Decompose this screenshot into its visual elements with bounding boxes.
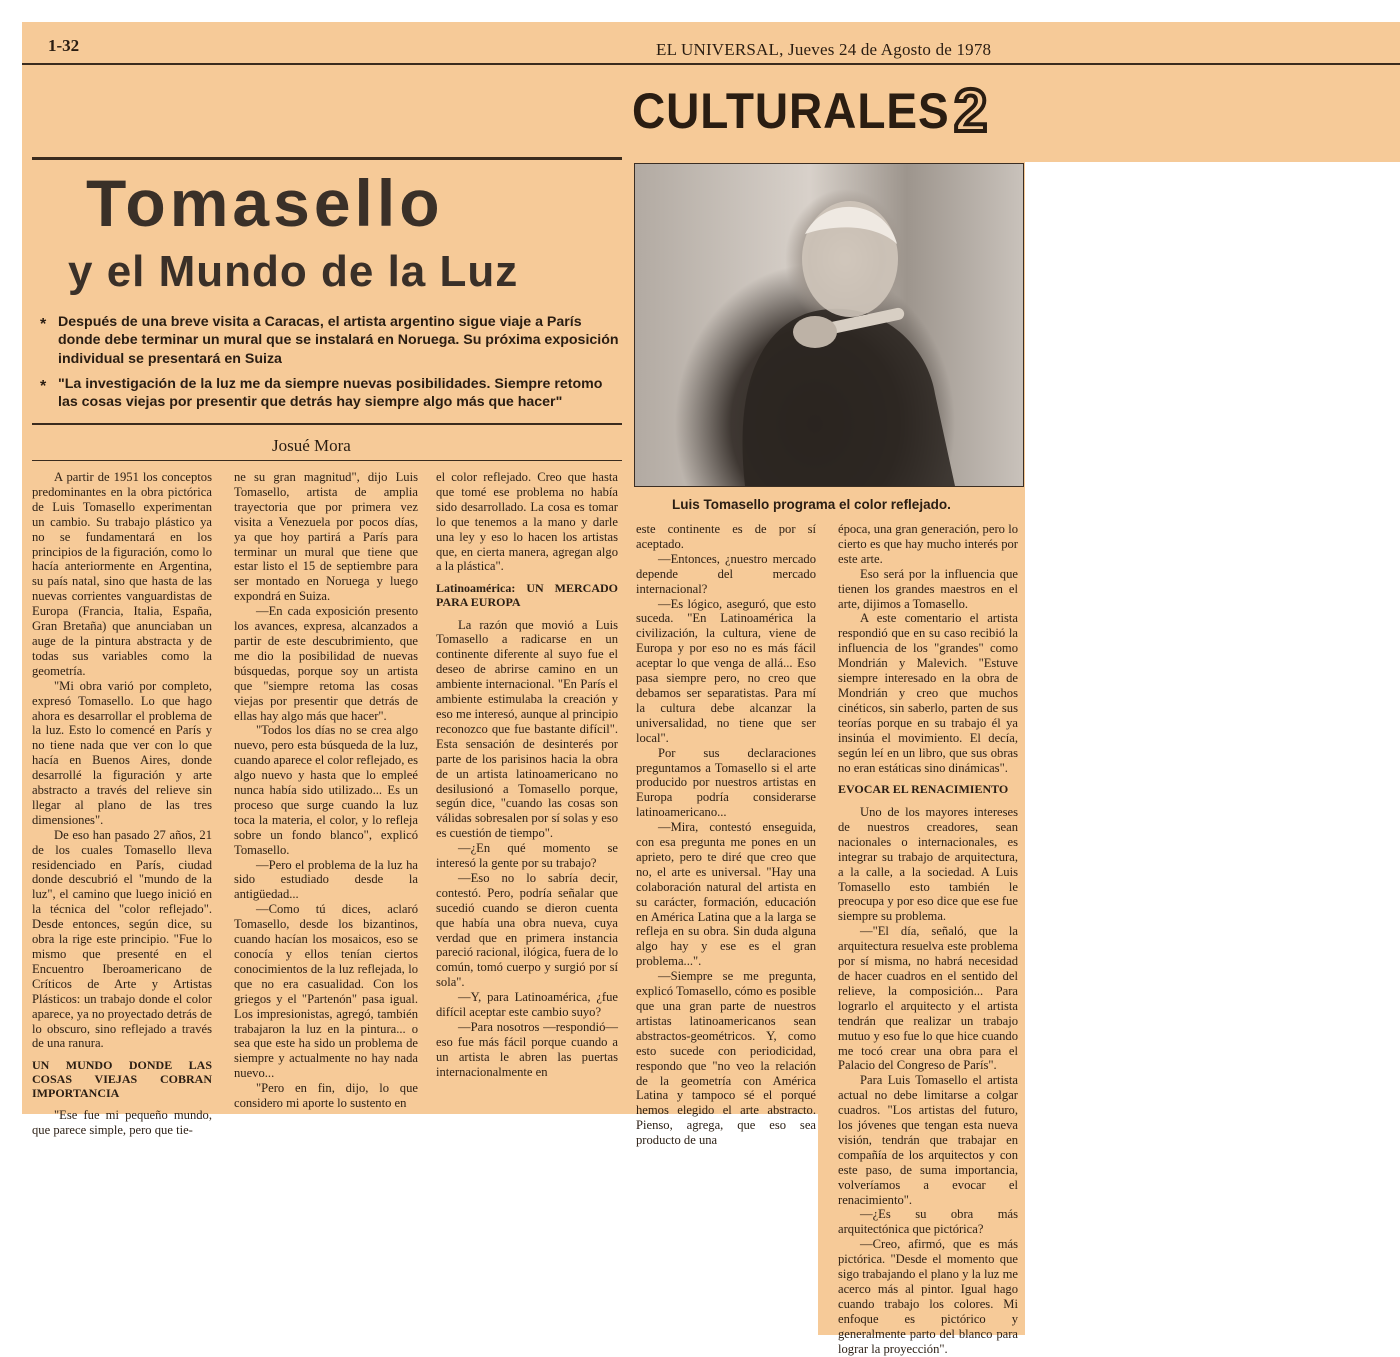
paragraph: —En cada exposición presento los avances, expresa, alcanzados a partir de este descubrimiento, que me dio la posibilidad de nuevas búsquedas, porque soy un artista que "siempre retoma las cosas viejas por presentir que detrás de ellas hay algo más que hacer". [234,604,418,723]
subheading: Latinoamérica: UN MERCADO PARA EUROPA [436,581,618,609]
paragraph: De eso han pasado 27 años, 21 de los cuales Tomasello lleva residenciado en París, ciudad donde descubrió el "mundo de la luz", el camino que luego inició en la técnica del "color reflejado". Desde entonces, según dice, su obra la rige este principio. "Fue lo mismo que presenté en el Encuentro Iberoamericano de Críticos de Arte y Artistas Plásticos: un trabajo donde el color aparece, ya no proyectado detrás de lo obscuro, sino reflejado a través de una ranura. [32,827,212,1051]
paragraph: el color reflejado. Creo que hasta que tomé ese problema no había sido desarrollado. La cosa es tomar lo que tenemos a la mano y darle una ley y eso lo hacen los artistas que, en cierta manera, agregan algo a la plástica". [436,470,618,574]
summary-bullet-2: "La investigación de la luz me da siempre nuevas posibilidades. Siempre retomo las cosas viejas por presentir que detrás hay siempre algo más que hacer" [58,376,603,411]
artist-photo [634,163,1024,487]
page-number: 1-32 [48,36,80,55]
subheading: UN MUNDO DONDE LAS COSAS VIEJAS COBRAN IMPORTANCIA [32,1058,212,1100]
paragraph: —Mira, contestó enseguida, con esa pregunta me pones en un aprieto, pero te diré que creo que no, el arte es universal. "Hay una colaboración natural del artista en su carácter, formación, educación en América Latina que a la larga se refleja en su obra. Sin duda alguna algo hay y ese es el gran problema...". [636,820,816,969]
paragraph: ne su gran magnitud", dijo Luis Tomasello, artista de amplia trayectoria que por primera vez visita a Venezuela por pocos días, ya que hoy partirá a París para terminar un mural que tiene que estar listo el 15 de septiembre para ser montado en Noruega y luego expondrá en Suiza. [234,470,418,604]
paragraph: —Eso no lo sabría decir, contestó. Pero, podría señalar que sucedió cuando se dieron cuenta que había una obra nueva, cuya verdad que en primera instancia pareció racional, ilógica, fuera de lo común, tomó cuerpo y surgió por sí sola". [436,870,618,990]
paragraph: —Pero el problema de la luz ha sido estudiado desde la antigüedad... [234,857,418,902]
byline-rule-bottom [32,460,622,461]
bullet-marker-1: * [40,316,47,333]
paragraph: "Todos los días no se crea algo nuevo, pero esta búsqueda de la luz, cuando aparece el color reflejado, es algo nuevo y hasta que lo empleé nunca había sido utilizado... Es un proceso que surge cuando la luz toca la materia, el color, y lo refleja sobre un fondo blanco", explicó Tomasello. [234,723,418,857]
paragraph: —Es lógico, aseguró, que esto suceda. "En Latinoamérica la civilización, la cultura, viene de Europa y por eso no es más fácil aceptar lo que venga de allá... Eso pasa siempre pero, no creo que debamos ser separatistas. Para mí la cultura debe alcanzar la universalidad, no tiene que ser local". [636,596,816,745]
article-column-1 [32,470,212,1138]
paragraph: —Creo, afirmó, que es más pictórica. "Desde el momento que sigo trabajando el plano y la luz me acerco más al pintor. Igual hago cuando trabajo los colores. Mi enfoque es pictórico y generalmente parto del blanco para lograr la proyección". [838,1237,1018,1356]
paragraph: "Ese fue mi pequeño mundo, que parece simple, pero que tie- [32,1108,212,1138]
article-column-5 [838,522,1018,1357]
paragraph: este continente es de por sí aceptado. [636,522,816,551]
paragraph: "Pero en fin, dijo, lo que considero mi aporte lo sustento en [234,1081,418,1111]
paragraph: La razón que movió a Luis Tomasello a radicarse en un continente diferente al suyo fue el deseo de abrirse camino en un ambiente internacional. "En París el ambiente estimulaba la creación y eso me interesó, aunque al principio reconozco que fue bastante difícil". Esta sensación de desinterés por parte de los parisinos hacia la obra de un artista latinoamericano no desilusionó a Tomasello porque, según dice, "cuando las cosas son válidas sobresalen por sí solas y eso es cuestión de tiempo". [436,617,618,841]
paragraph: —Entonces, ¿nuestro mercado depende del mercado internacional? [636,551,816,596]
paragraph: "Mi obra varió por completo, expresó Tomasello. Lo que hago ahora es desarrollar el problema de la luz. Esto lo comencé en París y no tiene nada que ver con lo que hacía en Buenos Aires, donde desarrollé la figuración y arte abstracto a través del relieve sin llegar al plano de las tres dimensiones". [32,678,212,827]
paragraph: Por sus declaraciones preguntamos a Tomasello si el arte producido por nuestros artistas en Europa podría considerarse latinoamericano... [636,745,816,820]
article-column-4 [636,522,816,1148]
masthead-date: EL UNIVERSAL, Jueves 24 de Agosto de 1978 [656,40,992,59]
article-column-3 [436,470,618,1080]
paragraph: Eso será por la influencia que tienen los grandes maestros en el arte, dijimos a Tomasello. [838,566,1018,611]
paragraph: A este comentario el artista respondió que en su caso recibió la influencia de los "grandes" como Mondrián y Malevich. "Estuve siempre interesado en la obra de Mondrián y creo que muchos cinéticos, sin saberlo, parten de sus teorías porque en su trabajo él ya insinúa el movimiento. El decía, según leí en un libro, que sus obras no eran estáticas sino dinámicas". [838,611,1018,775]
paragraph: —Como tú dices, aclaró Tomasello, desde los bizantinos, cuando hacían los mosaicos, eso se conocía y ellos tenían ciertos conocimientos de la luz reflejada, lo que no era casualidad. Con los griegos y el "Partenón" pasa igual. Los impresionistas, agregó, también trabajaron la luz en la pintura... o sea que este ha sido un problema de siempre y actualmente no hay nada nuevo... [234,902,418,1081]
paragraph: —¿En qué momento se interesó la gente por su trabajo? [436,841,618,871]
paragraph: —Para nosotros —respondió— eso fue más fácil porque cuando a un artista le abren las puertas internacionalmente en [436,1020,618,1079]
section-number: 2 [954,77,988,144]
paragraph: Uno de los mayores intereses de nuestros creadores, sean nacionales o internacionales, es integrar su trabajo de arquitectura, a la calle, a la sociedad. A Luis Tomasello esto también le preocupa y por eso dice que ese fue siempre su problema. [838,805,1018,924]
byline: Josué Mora [272,436,351,455]
header-rule [22,63,1400,65]
paragraph: —"El día, señaló, que la arquitectura resuelva este problema por sí misma, no habrá necesidad de hacer cuadros en el sentido del relieve, la composición... Para lograrlo el arquitecto y el artista tendrán que realizar un trabajo mutuo y eso fue lo que hice cuando me tocó crear una obra para el Palacio del Congreso de París". [838,924,1018,1073]
paragraph: época, una gran generación, pero lo cierto es que hay mucho interés por este arte. [838,522,1018,566]
paragraph: A partir de 1951 los conceptos predominantes en la obra pictórica de Luis Tomasello experimentan un cambio. Su trabajo plástico ya no se fundamentará en los principios de la figuración, como lo hacía anteriormente en Argentina, su país natal, sino que hasta de las nuevas corrientes vanguardistas de Europa (Francia, Italia, España, Gran Bretaña) que anunciaban un auge de la pintura abstracta y de todas sus variables como la geometría. [32,470,212,678]
subheading: EVOCAR EL RENACIMIENTO [838,782,1009,797]
summary-bullet-1: Después de una breve visita a Caracas, el artista argentino sigue viaje a París donde debe terminar un mural que se instalará en Noruega. Su próxima exposición individual se presentará en Suiza [58,314,619,367]
section-rule [32,157,622,160]
paragraph: —Y, para Latinoamérica, ¿fue difícil aceptar este cambio suyo? [436,990,618,1020]
artist-photo-figure [635,164,1023,486]
photo-caption: Luis Tomasello programa el color reflejado. [672,497,951,512]
byline-rule [32,423,622,425]
bullet-marker-2: * [40,378,47,395]
article-column-2 [234,470,418,1111]
paragraph: —Siempre se me pregunta, explicó Tomasello, cómo es posible que una gran parte de nuestros artistas latinoamericanos sean abstractos-geométricos. Y, como esto sucede con periodicidad, respondo que "no veo la relación de la geometría con América Latina y tampoco sé el porqué hemos elegido el arte abstracto. Pienso, agrega, que eso sea producto de una [636,969,816,1148]
article-title: Tomasello [86,166,444,240]
paragraph: —¿Es su obra más arquitectónica que pictórica? [838,1207,1018,1237]
article-subtitle: y el Mundo de la Luz [68,247,519,296]
paragraph: Para Luis Tomasello el artista actual no debe limitarse a colgar cuadros. "Los artistas del futuro, los jóvenes que tengan esta nueva visión, tendrán que trabajar en compañía de los arquitectos y con este paso, de suma importancia, volveríamos a evocar el renacimiento". [838,1073,1018,1207]
section-title: CULTURALES [632,83,950,139]
